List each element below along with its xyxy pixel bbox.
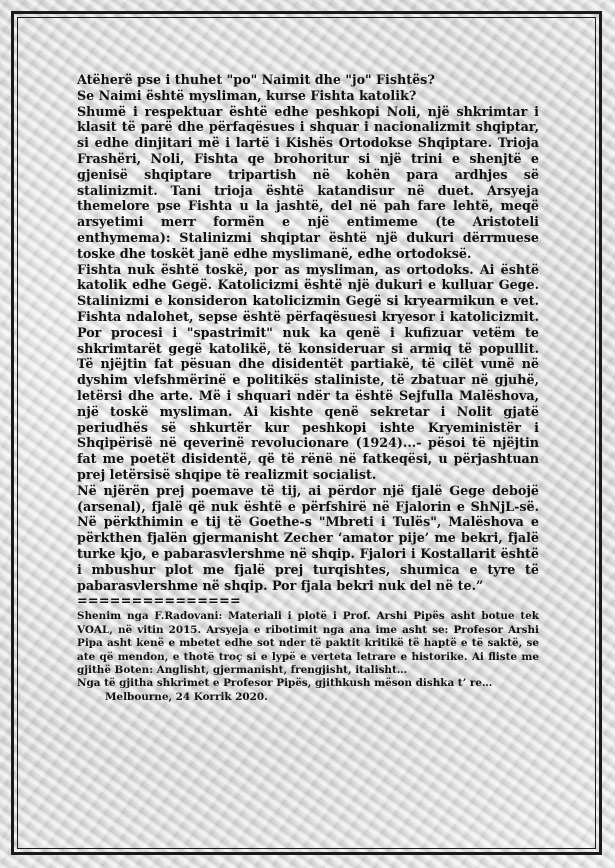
note-signature: Melbourne, 24 Korrik 2020. — [105, 690, 268, 703]
note-closing: Nga të gjitha shkrimet e Profesor Pipës, gjithkush mëson dishka t’ re… — [77, 677, 493, 690]
separator-line: =============== — [77, 593, 241, 609]
paragraph-2: Fishta nuk është toskë, por as mysliman, as ortodoks. Ai është katolik edhe Gegë. Katolicizmi është një dukuri e kulluar Gege. Stalinizmi e konsideron katolicizmin Gegë si kryearmikun e vet. Fishta ndalohet, sepse është përfaqësuesi kryesor i katolicizmit. Por procesi i "spastrimit" nuk ka qenë i kufizuar vetëm te shkrimtarët gegë katolikë, të konsideruar si armiq të popullit. Të njëjtin fat pësuan dhe disidentët partiakë, të cilët vunë në dyshim vlefshmërinë e politikës staliniste, të zbatuar në gjuhë, letërsi dhe arte. Më i shquari ndër ta është Sejfulla Malëshova, një toskë mysliman. Ai kishte qenë sekretar i Nolit gjatë periudhës së shkurtër kur peshkopi ishte Kryeministër i Shqipërisë në qeverinë revolucionare (1924)...- pësoi të njëjtin fat me poetët disidentë, që të rënë në fatkeqësi, u përjashtuan prej letërsisë shqipe të realizmit socialist. — [77, 261, 539, 482]
article-text — [77, 72, 539, 593]
note-text: Shenim nga F.Radovani: Materiali i plotë i Prof. Arshi Pipës asht botue tek VOAL, në vitin 2015. Arsyeja e ribotimit nga ana ime asht se: Profesor Arshi Pipa asht kenë e mbetet edhe sot nder të paktit kritikë të haptë e të saktë, se ate që mendon, e thotë troç si e lypë e verteta letrare e historike. Ai fliste me gjithë Boten: Anglisht, gjermanisht, frengjisht, italisht… — [77, 610, 539, 676]
paragraph-3: Në njërën prej poemave të tij, ai përdor një fjalë Gege debojë (arsenal), fjalë që nuk është e përfshirë në Fjalorin e ShNjL-së. Në përkthimin e tij të Goethe-s "Mbreti i Tulës", Malëshova e përkthen fjalën gjermanisht Zecher ‘amator pije’ me bekri, fjalë turke kjo, e pabarasvlershme në shqip. Fjalori i Kostallarit është i mbushur plot me fjalë prej turqishtes, shumica e tyre të pabarasvlershme në shqip. Por fjala bekri nuk del në te.” — [77, 482, 539, 593]
paragraph-1: Shumë i respektuar është edhe peshkopi Noli, një shkrimtar i klasit të parë dhe përfaqësues i shquar i nacionalizmit shqiptar, si edhe dinjitari më i lartë i Kishës Ortodokse Shqiptare. Trioja Frashëri, Noli, Fishta qe brohoritur si një trini e shenjtë e gjenisë shqiptare tripartish në kohën para ardhjes së stalinizmit. Tani trioja është katandisur në duet. Arsyeja themelore pse Fishta u la jashtë, del në pah fare lehtë, meqë arsyetimi merr formën e një entimeme (te Aristoteli enthymema): Stalinizmi shqiptar është një dukuri dërrmuese toske dhe toskët janë edhe myslimanë, edhe ortodoksë. — [77, 103, 539, 261]
question-line-2: Se Naimi është mysliman, kurse Fishta katolik? — [77, 87, 417, 103]
question-line-1: Atëherë pse i thuhet "po" Naimit dhe "jo" Fishtës? — [77, 72, 435, 87]
article-body — [77, 72, 539, 704]
editor-note — [77, 610, 539, 704]
